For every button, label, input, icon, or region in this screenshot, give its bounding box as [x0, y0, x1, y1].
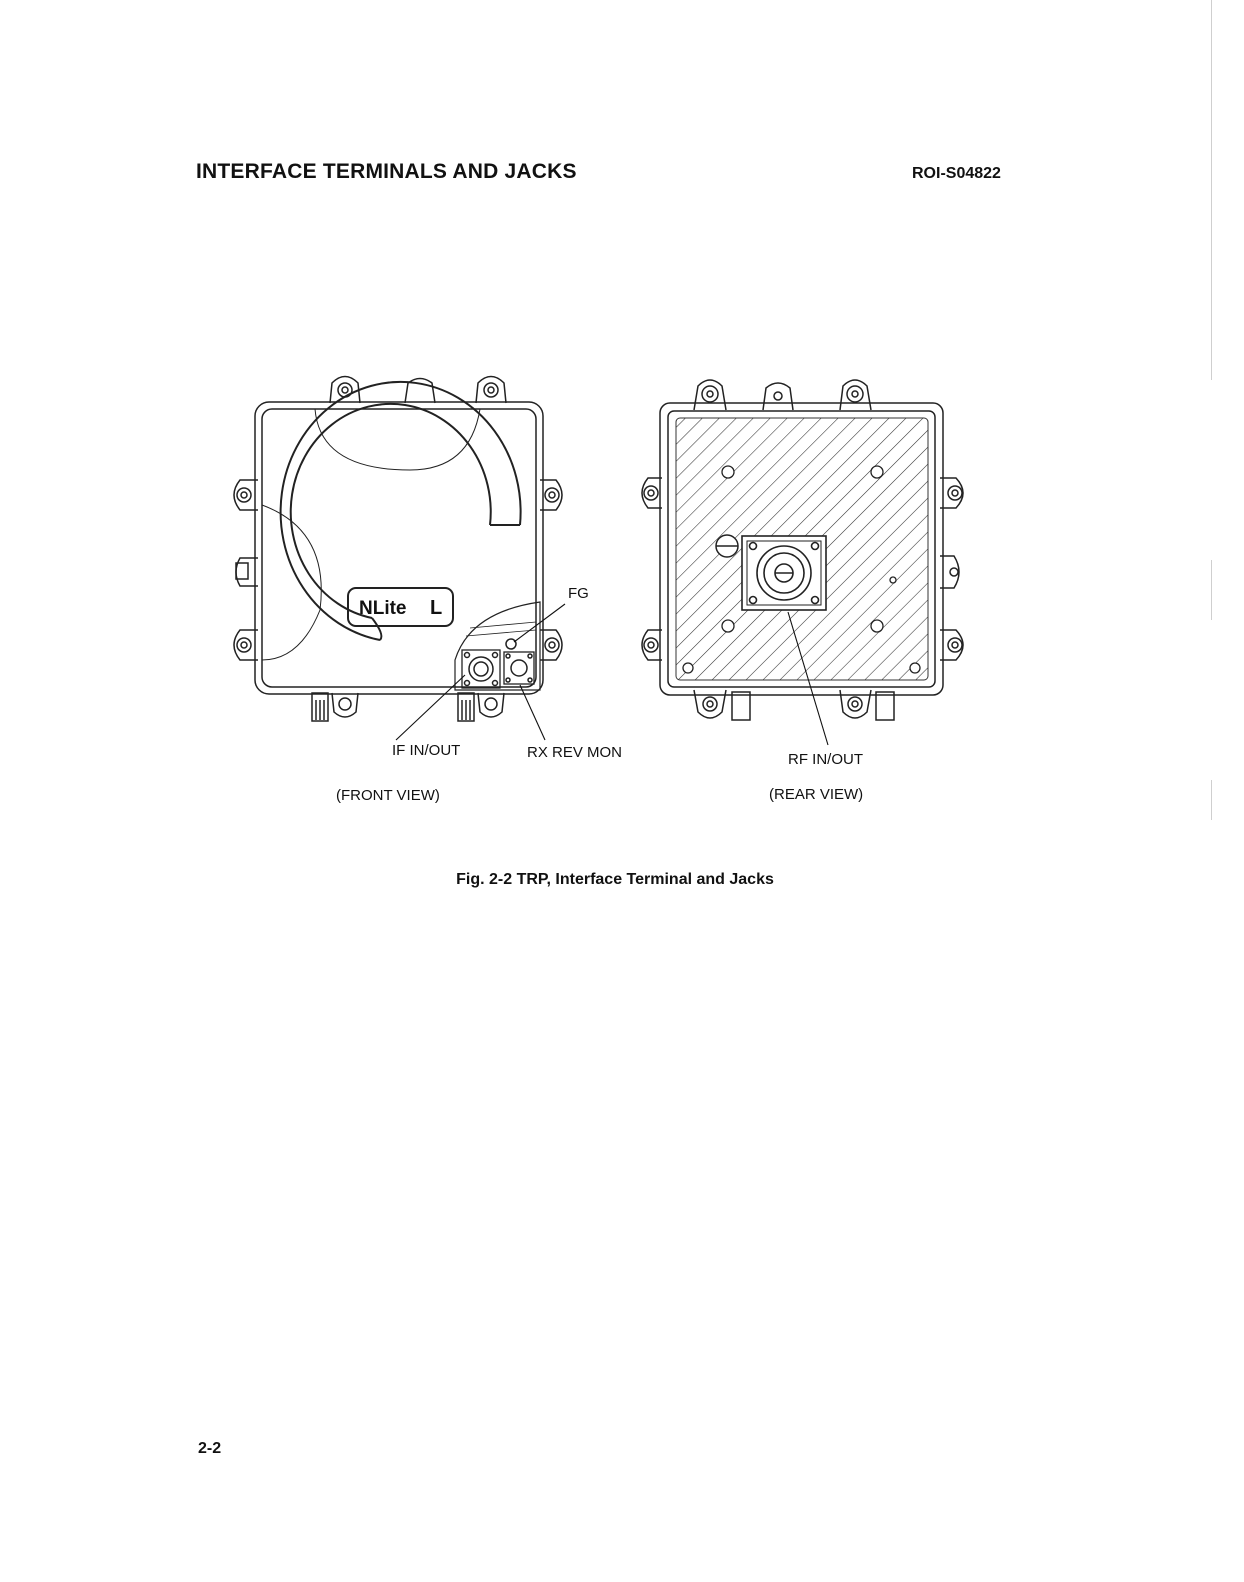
if-in-out-label: IF IN/OUT: [392, 742, 461, 759]
front-view-unit: [234, 377, 562, 722]
rear-view-label: (REAR VIEW): [769, 786, 864, 803]
scan-edge-mark: [1211, 780, 1212, 820]
scan-edge-mark: [1211, 0, 1212, 380]
document-id: ROI-S04822: [912, 165, 1001, 182]
rx-rev-mon-label: RX REV MON: [527, 744, 623, 761]
front-top-ears: [330, 377, 506, 404]
figure-caption-text: Fig. 2-2 TRP, Interface Terminal and Jacks: [456, 871, 774, 888]
section-title: INTERFACE TERMINALS AND JACKS: [196, 160, 577, 183]
page-number: 2-2: [198, 1440, 222, 1457]
rf-connector: [742, 536, 826, 610]
nlite-logo: NLite: [359, 598, 407, 619]
nlite-logo-suffix: L: [430, 597, 443, 619]
rf-in-out-label: RF IN/OUT: [788, 751, 863, 768]
front-bottom-ears: [312, 693, 504, 721]
scan-edge-mark: [1211, 560, 1212, 620]
figure-caption: [0, 871, 1244, 889]
front-view-label: (FRONT VIEW): [336, 787, 440, 804]
fg-label: FG: [568, 585, 589, 602]
vent-plug: [716, 535, 738, 557]
